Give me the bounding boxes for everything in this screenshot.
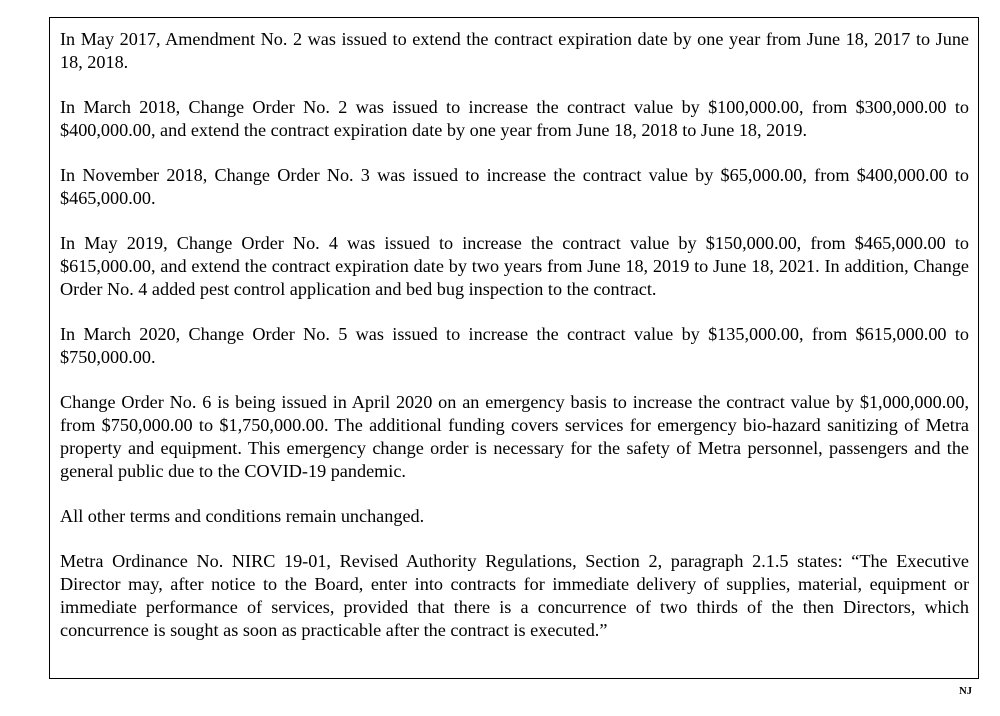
document-body: [60, 28, 969, 664]
paragraph-change-order-5: In March 2020, Change Order No. 5 was issued to increase the contract value by $135,000.00, from $615,000.00 to $750,000.00.: [60, 324, 969, 367]
document-frame: [49, 17, 979, 679]
footer-initials: NJ: [959, 686, 972, 697]
paragraph-change-order-3: In November 2018, Change Order No. 3 was issued to increase the contract value by $65,000.00, from $400,000.00 to $465,000.00.: [60, 165, 969, 208]
paragraph-change-order-4: In May 2019, Change Order No. 4 was issued to increase the contract value by $150,000.00, from $465,000.00 to $615,000.00, and extend the contract expiration date by two years from June 18, 2019 to June 18, 2021. In addition, Change Order No. 4 added pest control application and bed bug inspection to the contract.: [60, 233, 969, 299]
paragraph-change-order-6: Change Order No. 6 is being issued in April 2020 on an emergency basis to increase the contract value by $1,000,000.00, from $750,000.00 to $1,750,000.00. The additional funding covers services for emergency bio-hazard sanitizing of Metra property and equipment. This emergency change order is necessary for the safety of Metra personnel, passengers and the general public due to the COVID-19 pandemic.: [60, 392, 969, 481]
paragraph-change-order-2: In March 2018, Change Order No. 2 was issued to increase the contract value by $100,000.00, from $300,000.00 to $400,000.00, and extend the contract expiration date by one year from June 18, 2018 to June 18, 2019.: [60, 97, 969, 140]
paragraph-terms-unchanged: All other terms and conditions remain unchanged.: [60, 505, 425, 526]
paragraph-ordinance: Metra Ordinance No. NIRC 19-01, Revised Authority Regulations, Section 2, paragraph 2.1.5 states: “The Executive Director may, after notice to the Board, enter into contracts for immediate delivery of supplies, material, equipment or immediate performance of services, provided that there is a concurrence of two thirds of the then Directors, which concurrence is sought as soon as practicable after the contract is executed.”: [60, 551, 969, 640]
paragraph-amendment-2: In May 2017, Amendment No. 2 was issued to extend the contract expiration date by one year from June 18, 2017 to June 18, 2018.: [60, 29, 969, 72]
